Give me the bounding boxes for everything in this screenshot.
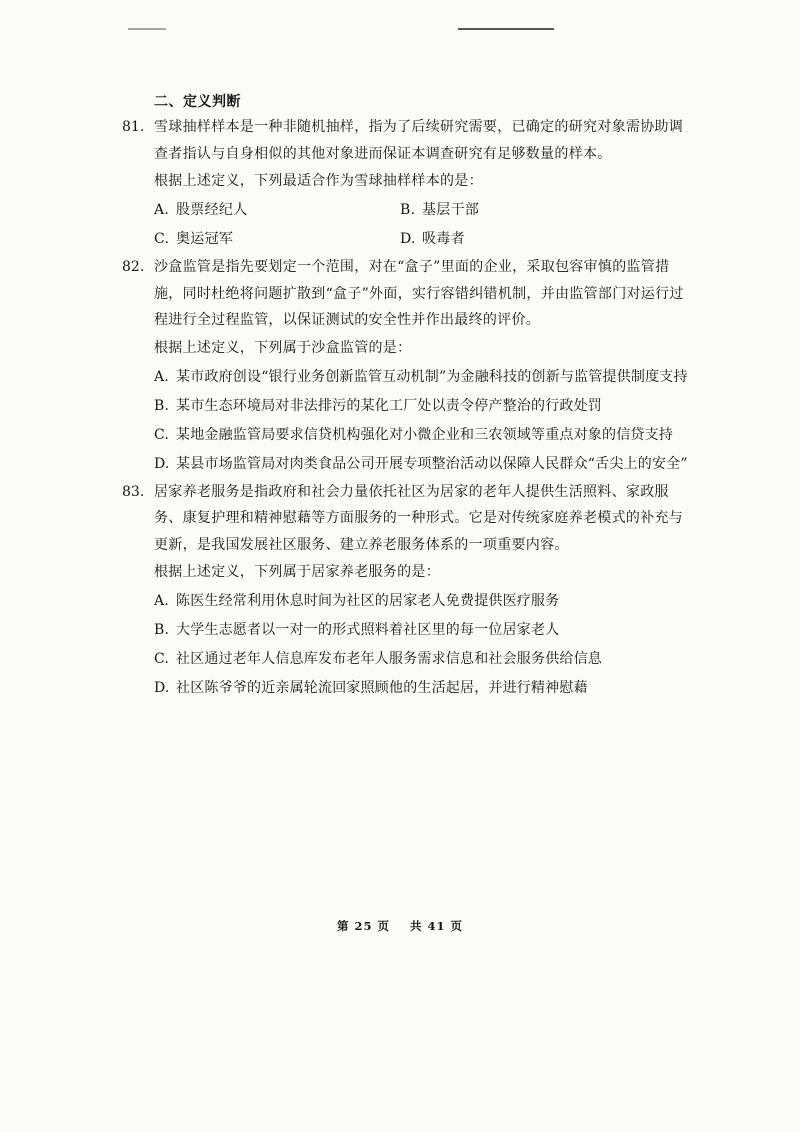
option-letter: A. <box>154 593 169 609</box>
option-b[interactable] <box>154 616 688 645</box>
option-text: 基层干部 <box>422 202 480 218</box>
question-prompt: 根据上述定义，下列属于居家养老服务的是： <box>154 564 440 580</box>
question-81 <box>122 114 688 254</box>
option-letter: A. <box>154 202 170 218</box>
option-letter: D. <box>154 455 170 472</box>
option-letter: C. <box>154 426 170 443</box>
option-c[interactable] <box>154 225 400 254</box>
option-text: 社区陈爷爷的近亲属轮流回家照顾他的生活起居，并进行精神慰藉 <box>176 680 588 696</box>
options-group <box>128 196 688 254</box>
question-text: 沙盒监管是指先要划定一个范围，对在“盒子”里面的企业，采取包容审慎的监管措施，同时杜绝将问题扩散到“盒子”外面，实行容错纠错机制，并由监管部门对运行过程进行全过程监管，以保证测试的安全性并作出最终的评价。 <box>154 259 684 328</box>
question-stem <box>122 479 688 559</box>
option-d[interactable] <box>154 450 688 479</box>
question-number: 82. <box>122 259 145 275</box>
question-stem <box>122 254 688 334</box>
question-82 <box>122 254 688 479</box>
option-c[interactable] <box>154 645 688 674</box>
scan-artifact-right <box>458 28 554 30</box>
option-d[interactable] <box>400 225 660 254</box>
option-a[interactable] <box>154 196 400 225</box>
page-number: 第 25 页 <box>336 919 390 933</box>
option-letter: C. <box>154 231 170 247</box>
option-c[interactable] <box>154 421 688 450</box>
scan-artifact-left <box>128 28 166 30</box>
option-text: 股票经纪人 <box>176 202 248 218</box>
question-stem <box>122 114 688 167</box>
option-a[interactable] <box>154 587 688 616</box>
option-text: 某县市场监管局对肉类食品公司开展专项整治活动以保障人民群众“舌尖上的安全” <box>176 455 688 472</box>
option-a[interactable] <box>154 363 688 392</box>
option-letter: B. <box>400 202 416 218</box>
page-footer <box>0 918 800 934</box>
option-text: 某地金融监管局要求信贷机构强化对小微企业和三农领域等重点对象的信贷支持 <box>176 426 673 443</box>
option-text: 某市政府创设“银行业务创新监管互动机制”为金融科技的创新与监管提供制度支持 <box>176 368 688 385</box>
page-total: 共 41 页 <box>410 919 464 933</box>
option-letter: A. <box>154 368 169 385</box>
question-text: 雪球抽样样本是一种非随机抽样，指为了后续研究需要，已确定的研究对象需协助调查者指认与自身相似的其他对象进而保证本调查研究有足够数量的样本。 <box>154 119 684 162</box>
option-letter: D. <box>400 231 416 247</box>
option-text: 某市生态环境局对非法排污的某化工厂处以责令停产整治的行政处罚 <box>176 397 602 414</box>
question-number: 81. <box>122 119 145 135</box>
question-number: 83. <box>122 483 145 500</box>
option-letter: C. <box>154 651 170 667</box>
options-group <box>128 363 688 479</box>
option-text: 奥运冠军 <box>176 231 234 247</box>
option-text: 陈医生经常利用休息时间为社区的居家老人免费提供医疗服务 <box>176 593 560 609</box>
question-prompt: 根据上述定义，下列属于沙盒监管的是： <box>154 339 412 356</box>
options-group <box>128 587 688 703</box>
question-83 <box>122 479 688 704</box>
section-title: 二、定义判断 <box>154 94 241 110</box>
option-letter: D. <box>154 680 170 696</box>
option-b[interactable] <box>154 392 688 421</box>
option-letter: B. <box>154 397 170 414</box>
question-prompt: 根据上述定义，下列最适合作为雪球抽样样本的是： <box>154 173 483 189</box>
option-text: 社区通过老年人信息库发布老年人服务需求信息和社会服务供给信息 <box>176 651 602 667</box>
option-d[interactable] <box>154 674 688 703</box>
option-b[interactable] <box>400 196 660 225</box>
option-text: 吸毒者 <box>422 231 465 247</box>
option-text: 大学生志愿者以一对一的形式照料着社区里的每一位居家老人 <box>176 622 560 638</box>
option-letter: B. <box>154 622 170 638</box>
exam-page <box>122 90 688 703</box>
question-text: 居家养老服务是指政府和社会力量依托社区为居家的老年人提供生活照料、家政服务、康复护理和精神慰藉等方面服务的一种形式。它是对传统家庭养老模式的补充与更新，是我国发展社区服务、建立养老服务体系的一项重要内容。 <box>154 483 684 553</box>
